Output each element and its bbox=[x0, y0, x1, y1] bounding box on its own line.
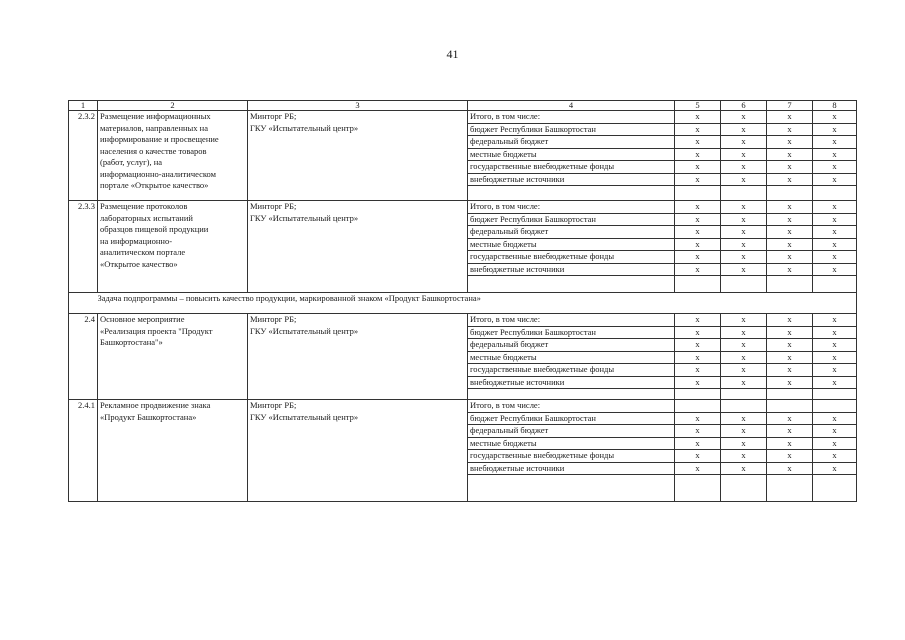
spacer-cell bbox=[721, 475, 767, 502]
amount-cell: x bbox=[767, 462, 813, 475]
amount-cell: x bbox=[813, 437, 857, 450]
funding-source: бюджет Республики Башкортостан bbox=[468, 412, 675, 425]
amount-cell: x bbox=[675, 213, 721, 226]
amount-cell: x bbox=[721, 111, 767, 124]
amount-cell: x bbox=[675, 226, 721, 239]
header-row bbox=[69, 101, 857, 111]
spacer-cell bbox=[675, 475, 721, 502]
amount-cell: x bbox=[675, 263, 721, 276]
amount-cell: x bbox=[813, 462, 857, 475]
amount-cell: x bbox=[675, 412, 721, 425]
executor: Минторг РБ; ГКУ «Испытательный центр» bbox=[248, 314, 468, 400]
amount-cell: x bbox=[675, 437, 721, 450]
spacer-cell bbox=[813, 186, 857, 201]
amount-cell: x bbox=[767, 173, 813, 186]
amount-cell: x bbox=[675, 238, 721, 251]
amount-cell: x bbox=[813, 201, 857, 214]
amount-cell: x bbox=[767, 136, 813, 149]
amount-cell: x bbox=[721, 339, 767, 352]
amount-cell: x bbox=[721, 173, 767, 186]
funding-source: Итого, в том числе: bbox=[468, 201, 675, 214]
amount-cell: x bbox=[767, 263, 813, 276]
budget-table bbox=[68, 100, 857, 502]
spacer-cell bbox=[468, 389, 675, 400]
amount-cell: x bbox=[675, 123, 721, 136]
spacer-cell bbox=[468, 475, 675, 502]
amount-cell bbox=[767, 400, 813, 413]
header-cell: 7 bbox=[767, 101, 813, 111]
spacer-cell bbox=[767, 186, 813, 201]
spacer-cell bbox=[721, 276, 767, 293]
measure-name: Размещение протоколов лабораторных испытаний образцов пищевой продукции на информационно- аналитическом портале «Открытое качество» bbox=[98, 201, 248, 293]
funding-source: государственные внебюджетные фонды bbox=[468, 161, 675, 174]
amount-cell: x bbox=[767, 412, 813, 425]
amount-cell: x bbox=[813, 173, 857, 186]
amount-cell: x bbox=[675, 326, 721, 339]
spacer-cell bbox=[813, 389, 857, 400]
amount-cell: x bbox=[675, 251, 721, 264]
amount-cell: x bbox=[813, 351, 857, 364]
executor: Минторг РБ; ГКУ «Испытательный центр» bbox=[248, 111, 468, 201]
executor: Минторг РБ; ГКУ «Испытательный центр» bbox=[248, 201, 468, 293]
funding-source: федеральный бюджет bbox=[468, 425, 675, 438]
spacer-cell bbox=[675, 276, 721, 293]
funding-source: местные бюджеты bbox=[468, 148, 675, 161]
spacer-cell bbox=[767, 276, 813, 293]
amount-cell: x bbox=[767, 238, 813, 251]
amount-cell bbox=[675, 400, 721, 413]
spacer-cell bbox=[468, 276, 675, 293]
funding-source: местные бюджеты bbox=[468, 351, 675, 364]
amount-cell: x bbox=[721, 136, 767, 149]
table-row bbox=[69, 400, 857, 413]
amount-cell: x bbox=[767, 148, 813, 161]
spacer-cell bbox=[721, 389, 767, 400]
amount-cell: x bbox=[813, 111, 857, 124]
amount-cell: x bbox=[813, 123, 857, 136]
amount-cell: x bbox=[675, 201, 721, 214]
spacer-cell bbox=[468, 186, 675, 201]
amount-cell: x bbox=[767, 364, 813, 377]
amount-cell: x bbox=[767, 201, 813, 214]
funding-source: федеральный бюджет bbox=[468, 226, 675, 239]
header-cell: 4 bbox=[468, 101, 675, 111]
amount-cell: x bbox=[721, 351, 767, 364]
amount-cell: x bbox=[721, 326, 767, 339]
amount-cell: x bbox=[767, 351, 813, 364]
task-spacer bbox=[69, 293, 98, 314]
spacer-cell bbox=[813, 475, 857, 502]
amount-cell: x bbox=[675, 376, 721, 389]
amount-cell: x bbox=[675, 351, 721, 364]
amount-cell: x bbox=[767, 251, 813, 264]
header-cell: 1 bbox=[69, 101, 98, 111]
funding-source: внебюджетные источники bbox=[468, 462, 675, 475]
table-row bbox=[69, 111, 857, 124]
amount-cell: x bbox=[767, 376, 813, 389]
header-cell: 8 bbox=[813, 101, 857, 111]
funding-source: внебюджетные источники bbox=[468, 173, 675, 186]
spacer-cell bbox=[675, 186, 721, 201]
amount-cell: x bbox=[767, 161, 813, 174]
funding-source: Итого, в том числе: bbox=[468, 314, 675, 327]
funding-source: государственные внебюджетные фонды bbox=[468, 364, 675, 377]
funding-source: федеральный бюджет bbox=[468, 339, 675, 352]
amount-cell: x bbox=[675, 314, 721, 327]
amount-cell: x bbox=[675, 111, 721, 124]
amount-cell: x bbox=[721, 376, 767, 389]
amount-cell: x bbox=[675, 136, 721, 149]
header-cell: 5 bbox=[675, 101, 721, 111]
amount-cell: x bbox=[767, 213, 813, 226]
amount-cell: x bbox=[767, 326, 813, 339]
amount-cell: x bbox=[813, 376, 857, 389]
amount-cell: x bbox=[675, 425, 721, 438]
amount-cell: x bbox=[767, 111, 813, 124]
amount-cell bbox=[813, 400, 857, 413]
row-code: 2.3.2 bbox=[69, 111, 98, 201]
amount-cell: x bbox=[721, 263, 767, 276]
amount-cell: x bbox=[767, 314, 813, 327]
amount-cell: x bbox=[721, 251, 767, 264]
amount-cell: x bbox=[675, 450, 721, 463]
amount-cell: x bbox=[721, 437, 767, 450]
amount-cell: x bbox=[721, 412, 767, 425]
amount-cell: x bbox=[721, 161, 767, 174]
amount-cell: x bbox=[675, 173, 721, 186]
amount-cell: x bbox=[813, 339, 857, 352]
measure-name: Размещение информационных материалов, направленных на информирование и просвещение населения о качестве товаров (работ, услуг), на информационно-аналитическом портале «Открытое качество» bbox=[98, 111, 248, 201]
header-cell: 6 bbox=[721, 101, 767, 111]
subprogram-task: Задача подпрограммы – повысить качество продукции, маркированной знаком «Продукт Башкортостана» bbox=[98, 293, 857, 314]
row-code: 2.4.1 bbox=[69, 400, 98, 502]
amount-cell: x bbox=[813, 161, 857, 174]
row-code: 2.4 bbox=[69, 314, 98, 400]
table-row bbox=[69, 314, 857, 327]
amount-cell: x bbox=[767, 226, 813, 239]
amount-cell: x bbox=[813, 314, 857, 327]
amount-cell: x bbox=[721, 450, 767, 463]
funding-source: внебюджетные источники bbox=[468, 263, 675, 276]
amount-cell: x bbox=[767, 425, 813, 438]
spacer-cell bbox=[675, 389, 721, 400]
amount-cell: x bbox=[813, 263, 857, 276]
funding-source: бюджет Республики Башкортостан bbox=[468, 213, 675, 226]
amount-cell: x bbox=[675, 462, 721, 475]
funding-source: местные бюджеты bbox=[468, 437, 675, 450]
amount-cell bbox=[721, 400, 767, 413]
amount-cell: x bbox=[813, 148, 857, 161]
header-cell: 3 bbox=[248, 101, 468, 111]
funding-source: Итого, в том числе: bbox=[468, 400, 675, 413]
amount-cell: x bbox=[675, 364, 721, 377]
amount-cell: x bbox=[675, 161, 721, 174]
funding-source: Итого, в том числе: bbox=[468, 111, 675, 124]
funding-source: местные бюджеты bbox=[468, 238, 675, 251]
funding-source: бюджет Республики Башкортостан bbox=[468, 326, 675, 339]
amount-cell: x bbox=[721, 364, 767, 377]
amount-cell: x bbox=[675, 148, 721, 161]
amount-cell: x bbox=[767, 450, 813, 463]
amount-cell: x bbox=[813, 136, 857, 149]
funding-source: государственные внебюджетные фонды bbox=[468, 251, 675, 264]
spacer-cell bbox=[721, 186, 767, 201]
task-row bbox=[69, 293, 857, 314]
amount-cell: x bbox=[721, 462, 767, 475]
funding-source: федеральный бюджет bbox=[468, 136, 675, 149]
amount-cell: x bbox=[813, 425, 857, 438]
amount-cell: x bbox=[813, 364, 857, 377]
amount-cell: x bbox=[767, 123, 813, 136]
amount-cell: x bbox=[721, 425, 767, 438]
amount-cell: x bbox=[813, 450, 857, 463]
funding-source: бюджет Республики Башкортостан bbox=[468, 123, 675, 136]
amount-cell: x bbox=[721, 148, 767, 161]
amount-cell: x bbox=[721, 213, 767, 226]
spacer-cell bbox=[813, 276, 857, 293]
row-code: 2.3.3 bbox=[69, 201, 98, 293]
header-cell: 2 bbox=[98, 101, 248, 111]
amount-cell: x bbox=[721, 201, 767, 214]
amount-cell: x bbox=[767, 437, 813, 450]
spacer-cell bbox=[767, 475, 813, 502]
funding-source: государственные внебюджетные фонды bbox=[468, 450, 675, 463]
measure-name: Основное мероприятие «Реализация проекта "Продукт Башкортостана"» bbox=[98, 314, 248, 400]
amount-cell: x bbox=[767, 339, 813, 352]
amount-cell: x bbox=[813, 213, 857, 226]
amount-cell: x bbox=[721, 238, 767, 251]
amount-cell: x bbox=[813, 326, 857, 339]
executor: Минторг РБ; ГКУ «Испытательный центр» bbox=[248, 400, 468, 502]
measure-name: Рекламное продвижение знака «Продукт Башкортостана» bbox=[98, 400, 248, 502]
amount-cell: x bbox=[721, 314, 767, 327]
spacer-cell bbox=[767, 389, 813, 400]
amount-cell: x bbox=[813, 412, 857, 425]
funding-source: внебюджетные источники bbox=[468, 376, 675, 389]
amount-cell: x bbox=[675, 339, 721, 352]
amount-cell: x bbox=[721, 123, 767, 136]
amount-cell: x bbox=[721, 226, 767, 239]
amount-cell: x bbox=[813, 226, 857, 239]
table-row bbox=[69, 201, 857, 214]
page-number: 41 bbox=[446, 47, 459, 61]
amount-cell: x bbox=[813, 251, 857, 264]
amount-cell: x bbox=[813, 238, 857, 251]
